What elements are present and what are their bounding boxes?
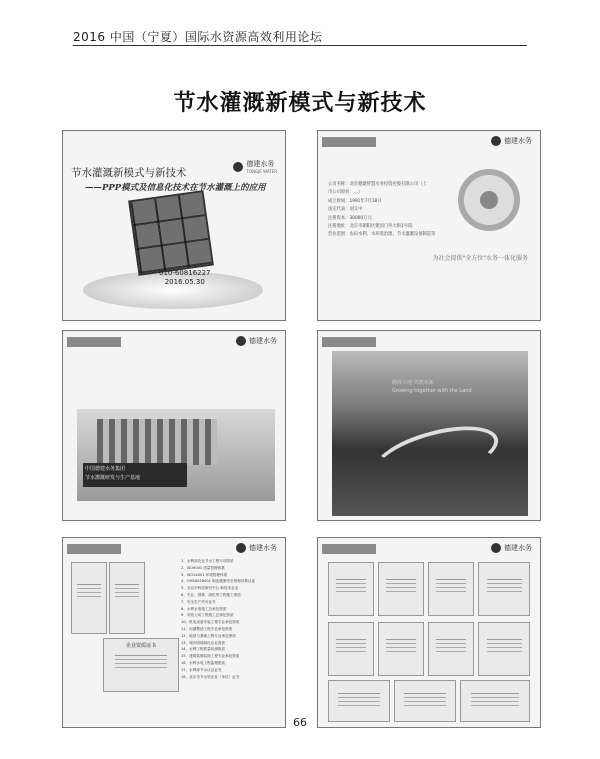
list-item: 7、安全生产许可证书	[181, 599, 216, 604]
certificate-image	[103, 638, 179, 692]
slide-certificates	[317, 537, 541, 728]
info-line: 营业范围：农田水利、水环境治理、节水灌溉设备制造等	[328, 232, 436, 238]
logo-name: 德建水务	[504, 137, 532, 145]
certificate-image	[478, 622, 530, 676]
logo-name: 德建水务	[249, 544, 277, 552]
certificate-image	[378, 622, 424, 676]
list-item: 1、水利部农业节水工程专项资质	[181, 559, 234, 563]
sign-line: 中国德建水务集团	[85, 466, 126, 472]
logo-mark-icon	[236, 543, 246, 553]
slide-qualifications	[62, 537, 286, 728]
page-title: 节水灌溉新模式与新技术	[173, 90, 427, 116]
rubiks-cube-image	[128, 190, 214, 276]
qualification-list	[181, 558, 285, 680]
slide-brochure	[317, 330, 541, 521]
logo-mark-icon	[491, 543, 501, 553]
contact-phone: 010-60816227	[159, 269, 211, 277]
company-logo	[233, 159, 277, 174]
logo-name: 德建水务	[246, 160, 275, 168]
info-line: 法定代表：刘义中	[328, 207, 363, 213]
service-wheel-diagram	[458, 169, 520, 231]
list-item: 3、ISO14001 环境管理体系	[181, 572, 228, 577]
slide-headquarters	[62, 330, 286, 521]
slide-tab	[67, 337, 121, 347]
logo-mark-icon	[233, 162, 243, 172]
logo-sub: TONGJE WATER	[246, 169, 277, 174]
company-logo	[491, 136, 532, 146]
presentation-date: 2016.05.30	[164, 278, 205, 286]
company-logo	[236, 543, 277, 553]
building-sign	[83, 463, 187, 487]
list-item: 9、市政公用工程施工总承包资质	[181, 613, 234, 618]
certificate-image	[109, 562, 145, 634]
slide-tab	[67, 544, 121, 554]
list-item: 2、ISO9001 质量管理体系	[181, 565, 225, 570]
logo-name: 德建水务	[249, 337, 277, 345]
header-rule	[73, 45, 527, 46]
certificate-image	[378, 562, 424, 616]
certificate-image	[428, 562, 474, 616]
slide-company-profile	[317, 130, 541, 321]
list-item: 8、水利水电施工总承包资质	[181, 606, 227, 611]
certificate-image	[428, 622, 474, 676]
contact-block	[159, 269, 211, 287]
certificate-image	[328, 622, 374, 676]
list-item: 13、城市园林绿化企业资质	[181, 640, 226, 645]
logo-mark-icon	[236, 336, 246, 346]
certificate-title: 企业资质证书	[125, 643, 156, 649]
list-item: 12、地基与基础工程专业承包资质	[181, 633, 236, 638]
slide-cover	[62, 130, 286, 321]
logo-name: 德建水务	[504, 544, 532, 552]
list-item: 5、北京市科技研究中心·新技术企业	[181, 586, 239, 591]
landscape-photo	[332, 351, 528, 516]
page-number: 66	[293, 716, 307, 729]
building-photo	[77, 409, 275, 501]
certificate-image	[328, 562, 374, 616]
slogan: 为社会提供"全方位"水务一体化服务	[432, 255, 528, 262]
slide-title: 节水灌溉新模式与新技术	[71, 167, 187, 179]
slide-tab	[322, 137, 376, 147]
brochure-subline: Growing together with the Land	[392, 388, 472, 394]
slide-tab	[322, 337, 376, 347]
company-logo	[491, 543, 532, 553]
slide-tab	[322, 544, 376, 554]
certificate-image	[71, 562, 107, 634]
company-logo	[236, 336, 277, 346]
info-line: 公司名称：北京德建智慧水务投资控股有限公司（上	[328, 182, 427, 187]
brochure-text	[392, 379, 472, 395]
info-line: 注册资本：30000万元	[328, 215, 372, 221]
logo-mark-icon	[491, 136, 501, 146]
company-info	[328, 181, 435, 240]
slide-subtitle: ——PPP模式及信息化技术在节水灌溉上的应用	[85, 183, 266, 193]
list-item: 6、专业、园林、绿化等工程施工资质	[181, 592, 241, 597]
list-item: 11、河湖整治工程专业承包资质	[181, 626, 233, 631]
list-item: 18、北京市节水型企业（单位）证书	[181, 674, 240, 679]
list-item: 10、机电设备安装工程专业承包资质	[181, 620, 240, 625]
sign-line: 节水灌溉研发与生产基地	[85, 475, 141, 481]
list-item: 14、水利工程质量检测资质	[181, 647, 226, 652]
certificate-image	[478, 562, 530, 616]
info-line: 市公司原名：…）	[328, 190, 363, 196]
list-item: 17、水利部节水认证证书	[181, 667, 222, 672]
info-line: 注册地址：北京市朝阳区建国门外大街1号院	[328, 224, 413, 230]
list-item: 4、OHSAS18001 职业健康安全管理体系认证	[181, 579, 256, 584]
brochure-headline: 润泽大地 共筑未来	[392, 380, 434, 386]
running-header: 2016 中国（宁夏）国际水资源高效利用论坛	[73, 30, 323, 44]
list-item: 16、水利水电工程监理资质	[181, 660, 226, 665]
info-line: 成立时间：1991年7月18日	[328, 198, 382, 204]
list-item: 15、建筑装修装饰工程专业承包资质	[181, 654, 240, 659]
